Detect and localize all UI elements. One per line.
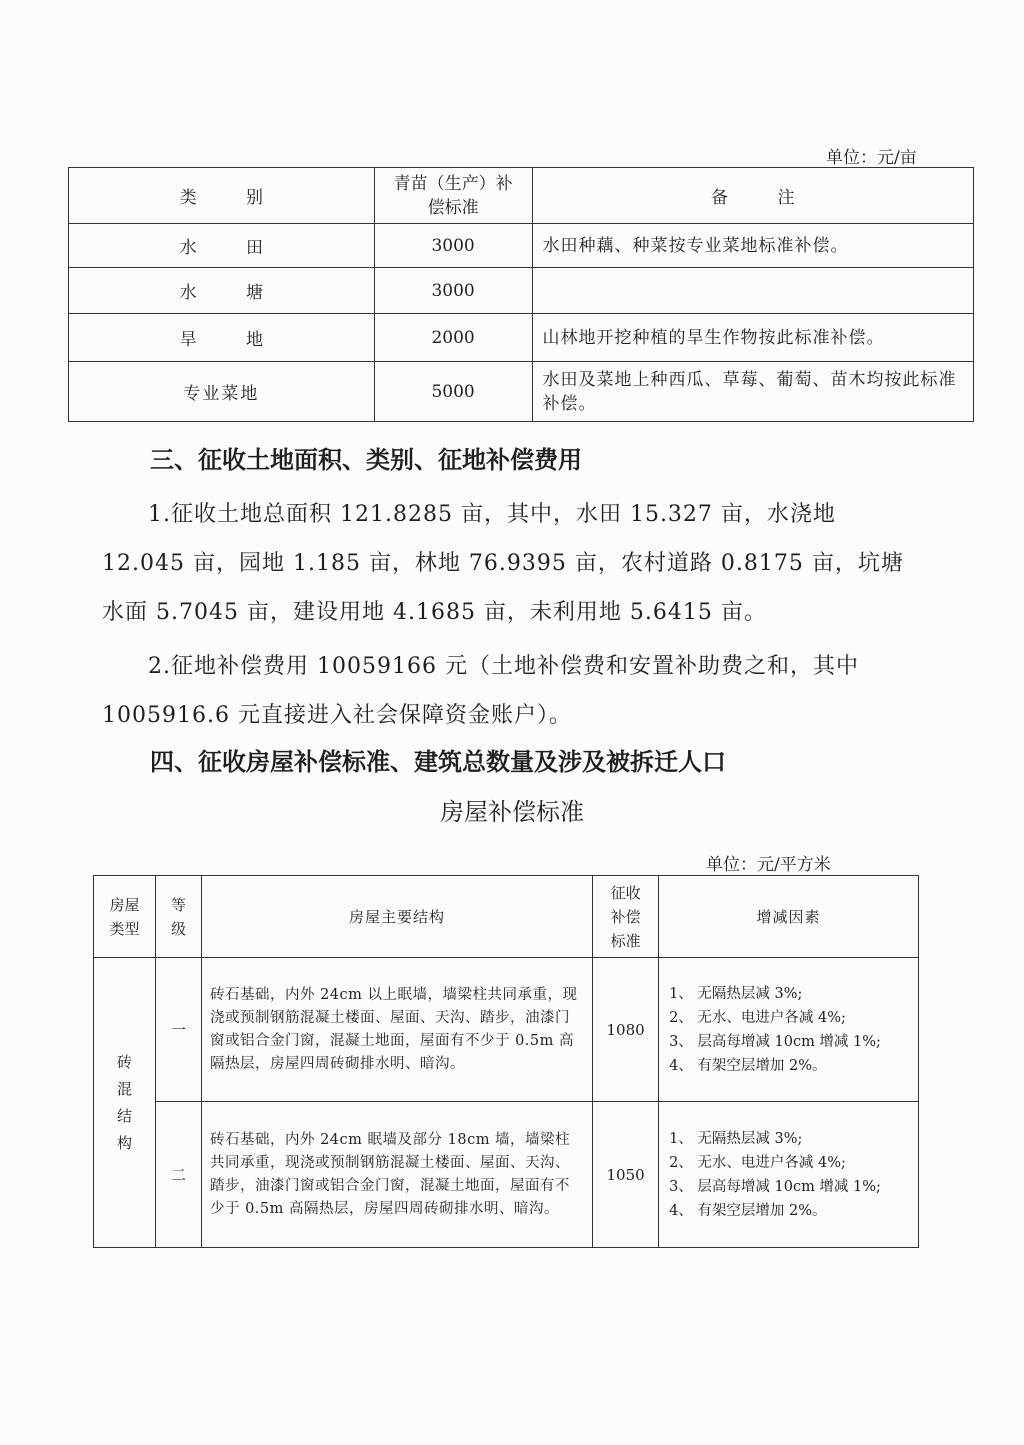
table-header-row (69, 168, 974, 224)
header-structure: 房屋主要结构 (201, 876, 592, 958)
table2-title: 房屋补偿标准 (440, 798, 584, 826)
row-remarks: 水田种藕、种菜按专业菜地标准补偿。 (532, 224, 973, 268)
table-row (94, 1102, 919, 1248)
factor-item: 3、 层高每增减 10cm 增减 1%; (669, 1178, 881, 1195)
structure-cell: 砖石基础，内外 24cm 以上眠墙，墙梁柱共同承重，现浇或预制钢筋混凝土楼面、屋面、天沟、踏步，油漆门窗或铝合金门窗，混凝土地面，屋面有不少于 0.5m 高隔热层，房屋四周砖砌排水明、暗沟。 (201, 958, 592, 1102)
row-remarks: 水田及菜地上种西瓜、草莓、葡萄、苗木均按此标准补偿。 (532, 362, 973, 422)
house-type-cell: 砖混结构 (94, 958, 156, 1248)
row-standard: 3000 (374, 224, 532, 268)
factor-item: 1、 无隔热层减 3%; (669, 985, 803, 1002)
header-grade: 等级 (155, 876, 201, 958)
factor-item: 3、 层高每增减 10cm 增减 1%; (669, 1033, 881, 1050)
row-category: 旱 地 (69, 314, 375, 362)
section4-heading: 四、征收房屋补偿标准、建筑总数量及涉及被拆迁人口 (150, 747, 726, 776)
factors-cell (659, 1102, 919, 1248)
table-row (94, 958, 919, 1102)
standard-cell: 1080 (593, 958, 659, 1102)
factor-item: 2、 无水、电进户各减 4%; (669, 1154, 846, 1171)
house-compensation-table (93, 875, 919, 1248)
table-row (69, 314, 974, 362)
row-category: 水 田 (69, 224, 375, 268)
seedling-compensation-table (68, 167, 974, 422)
standard-cell: 1050 (593, 1102, 659, 1248)
header-standard: 征收补偿标准 (593, 876, 659, 958)
header-remarks: 备 注 (532, 168, 973, 224)
structure-cell: 砖石基础，内外 24cm 眠墙及部分 18cm 墙，墙梁柱共同承重，现浇或预制钢筋混凝土楼面、屋面、天沟、踏步，油漆门窗或铝合金门窗，混凝土地面，屋面有不少于 0.5m 高隔热层，房屋四周砖砌排水明、暗沟。 (201, 1102, 592, 1248)
factor-item: 4、 有架空层增加 2%。 (669, 1202, 827, 1219)
table-row (69, 362, 974, 422)
grade-cell: 二 (155, 1102, 201, 1248)
grade-cell: 一 (155, 958, 201, 1102)
factor-item: 1、 无隔热层减 3%; (669, 1130, 803, 1147)
row-category: 专业菜地 (69, 362, 375, 422)
header-type: 房屋类型 (94, 876, 156, 958)
header-category: 类 别 (69, 168, 375, 224)
section3-paragraph-2: 2.征地补偿费用 10059166 元（土地补偿费和安置补助费之和，其中 1005916.6 元直接进入社会保障资金账户）。 (102, 654, 859, 728)
header-standard: 青苗（生产）补偿标准 (374, 168, 532, 224)
row-remarks (532, 268, 973, 314)
table-row (69, 268, 974, 314)
row-remarks: 山林地开挖种植的旱生作物按此标准补偿。 (532, 314, 973, 362)
row-standard: 5000 (374, 362, 532, 422)
table-row (69, 224, 974, 268)
row-category: 水 塘 (69, 268, 375, 314)
header-factors: 增减因素 (659, 876, 919, 958)
table-header-row (94, 876, 919, 958)
row-standard: 3000 (374, 268, 532, 314)
section3-heading: 三、征收土地面积、类别、征地补偿费用 (150, 445, 582, 474)
table1-unit: 单位：元/亩 (826, 148, 917, 168)
factor-item: 2、 无水、电进户各减 4%; (669, 1009, 846, 1026)
section3-paragraph-1: 1.征收土地总面积 121.8285 亩，其中，水田 15.327 亩，水浇地 12.045 亩，园地 1.185 亩，林地 76.9395 亩，农村道路 0.8175 亩，坑塘水面 5.7045 亩，建设用地 4.1685 亩，未利用地 5.6415 亩。 (102, 502, 904, 625)
factor-item: 4、 有架空层增加 2%。 (669, 1057, 827, 1074)
factors-cell (659, 958, 919, 1102)
table2-unit: 单位：元/平方米 (706, 855, 831, 875)
row-standard: 2000 (374, 314, 532, 362)
